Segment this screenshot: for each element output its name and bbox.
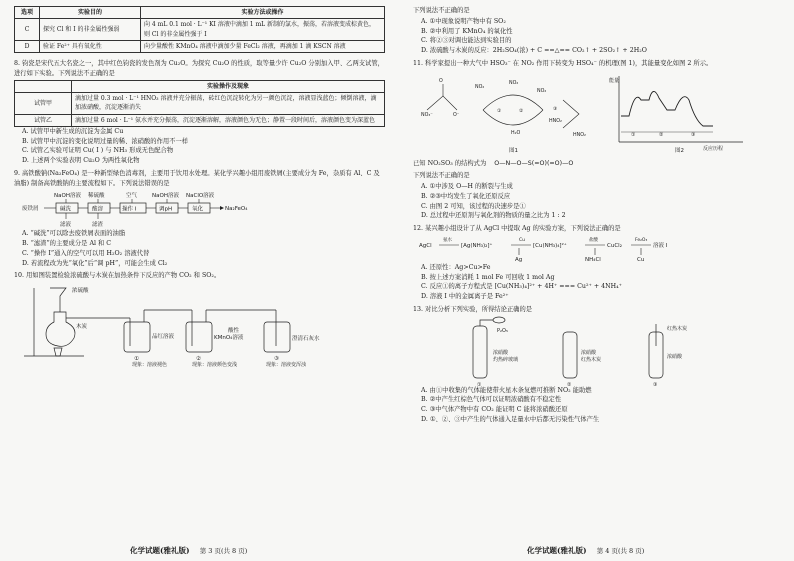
- tube-1-number: ①: [477, 381, 482, 386]
- option-b: B. 按上述方案消耗 1 mol Fe 可回收 1 mol Ag: [421, 273, 555, 281]
- fig2-step-2: ②: [659, 131, 664, 138]
- tube-2-label-line2: 红热木炭: [581, 356, 602, 363]
- question-10-sub-stem: 下列说法不正确的是: [413, 7, 470, 14]
- q10-apparatus-diagram: [14, 282, 384, 368]
- flow-solution-1: 溶液 I: [653, 242, 668, 249]
- structure-note: [413, 159, 782, 169]
- option-b: B. ②中产生红棕色气体可以证明浓硝酸有不稳定性: [421, 396, 562, 404]
- fig2-caption: 图2: [675, 147, 684, 154]
- tube-1-label-line1: 浓硝酸: [493, 349, 509, 356]
- svg-text:③: ③: [553, 106, 558, 112]
- option-c: C. 由图 2 可知，该过程的决速步是①: [421, 202, 526, 210]
- right-footer: [527, 545, 644, 557]
- q8-table: [14, 80, 385, 127]
- flow-ag-complex: [Ag(NH₃)₂]⁺: [461, 242, 493, 249]
- option-d: D. 若流程改为先“氧化”后“调 pH”，可能会生成 Cl₂: [22, 259, 168, 267]
- option-table: [14, 6, 385, 53]
- option-b: B. ②③中均发生了氧化还原反应: [421, 192, 511, 200]
- option-c: C. “操作 I”通入的空气可以用 H₂O₂ 溶液代替: [22, 249, 150, 257]
- table-cell: 试管甲: [15, 92, 72, 114]
- table-cell: 探究 Cl 和 I 的非金属性强弱: [40, 19, 141, 41]
- fig1-label-d: H₂O: [511, 130, 521, 136]
- flow-step5-top: NaClO溶液: [186, 193, 215, 200]
- fig1-label-a: NO₂: [475, 84, 485, 90]
- option-c: C. 试管乙实验可证明 Cu( Ⅰ ) 与 NH₃ 形成无色配合物: [22, 147, 174, 155]
- table-header-method: 实验方法或操作: [141, 7, 385, 19]
- table-cell: 试管乙: [15, 114, 72, 126]
- fig2-y-label: 能量: [609, 77, 620, 84]
- option-d: D. ①、②、③中产生的气体通入足量水中后都无污染性气体产生: [421, 415, 600, 423]
- q11-figures: [413, 70, 783, 156]
- flow-step2-bottom: 滤渣: [92, 222, 104, 229]
- svg-text:O: O: [439, 78, 443, 84]
- option-c: C. 将②③对调也能达到实验目的: [421, 37, 512, 45]
- tube-1-label-line2: 灼热碎玻璃: [493, 356, 519, 363]
- flow-step1-top: NaOH溶液: [54, 193, 81, 200]
- flow-step4-top: NaOH溶液: [152, 193, 179, 200]
- flow-ag-product: Ag: [515, 256, 523, 263]
- structure-formula: O—N—O—S(=O)(=O)—O: [494, 159, 574, 167]
- flow-step2-top: 稀硫酸: [88, 193, 105, 200]
- table-row: [15, 114, 385, 126]
- fig1-label-f: HNO₂: [573, 132, 586, 138]
- option-a: A. ①中涉及 O—H 的断裂与生成: [421, 183, 513, 190]
- option-a: A. 试管甲中新生成的沉淀为金属 Cu: [22, 127, 124, 135]
- tube-2-number: ②: [567, 381, 572, 386]
- table-cell: 向少量酸性 KMnO₄ 溶液中滴加少量 FeCl₂ 溶液，再滴加 1 滴 KSCN 溶液: [141, 40, 385, 52]
- flow-step1: 碱洗: [60, 206, 72, 213]
- svg-text:①: ①: [497, 108, 502, 114]
- table-cell: 向 4 mL 0.1 mol · L⁻¹ KI 溶液中滴加 1 mL 新制的氯水，振荡，若溶液变成棕黄色，则 Cl 的非金属性强于 I: [141, 19, 385, 41]
- table-cell: 滴加过量 0.3 mol · L⁻¹ HNO₃ 溶液并充分振荡，砖红色沉淀转化为另一颜色沉淀，溶液显浅蓝色；倾倒溶液，滴加浓硝酸，沉淀逐渐消失: [72, 92, 385, 114]
- table-row: [15, 19, 385, 41]
- svg-text:②: ②: [519, 108, 524, 114]
- option-c: C. ③中气体产物中有 CO₂ 能证明 C 能将浓硝酸还原: [421, 406, 568, 413]
- bottle-1-reagent: 品红溶液: [152, 334, 175, 341]
- observation-1-line1: 现象：溶液褪色: [132, 362, 168, 369]
- flow-hcl: 盐酸: [589, 237, 598, 243]
- question-9-stem: 9. 高铁酸钠(Na₂FeO₄) 是一种新型绿色消毒剂，主要用于饮用水处理。某化学兴趣小组用废铁屑(主要成分为 Fe，杂质有 Al、C 及油脂) 制备高铁酸钠的主要流程如下。下列说法错误的是: [14, 169, 380, 187]
- table-row: [15, 92, 385, 114]
- table-row: [15, 40, 385, 52]
- table-header-purpose: 实验目的: [40, 7, 141, 19]
- bottle-1-number: ①: [134, 356, 139, 363]
- option-a: A. 还原性：Ag>Cu>Fe: [421, 263, 491, 271]
- flow-step3-top: 空气: [126, 193, 138, 200]
- fig1-caption: 图1: [509, 147, 518, 154]
- svg-text:O⁻: O⁻: [453, 112, 460, 118]
- svg-text:NO₃⁻: NO₃⁻: [421, 112, 433, 118]
- footer-page: 第 3 页(共 8 页): [199, 547, 248, 556]
- bottle-2-reagent: KMnO₄溶液: [214, 335, 244, 342]
- option-b: B. 试管甲中沉淀的变化说明过量的稀、浓硝酸的作用不一样: [22, 137, 189, 145]
- flow-step3: 操作 I: [122, 206, 137, 213]
- tube-3-top-label: 红热木炭: [667, 325, 688, 332]
- conc-sulfuric-acid-label: 浓硫酸: [72, 288, 89, 295]
- flow-ammonia: 氨水: [443, 237, 452, 243]
- flow-agcl: AgCl: [419, 242, 432, 249]
- option-b: B. “滤渣”的主要成分是 Al 和 C: [22, 240, 112, 248]
- tube-3-number: ③: [653, 381, 658, 386]
- flow-start: 废铁屑: [22, 206, 39, 213]
- observation-2-line1: 现象：溶液颜色变浅: [192, 362, 238, 369]
- bottle-2-top-label: 酸性: [228, 328, 240, 335]
- table-cell: C: [15, 19, 40, 41]
- bottle-3-number: ③: [274, 356, 279, 363]
- q9-flow-diagram: [22, 189, 392, 229]
- table-header-option: 选项: [15, 7, 40, 19]
- p2o5-label: P₂O₅: [497, 327, 508, 334]
- option-a: A. 由①中收集的气体能使带火星木条复燃可推断 NO₂ 能助燃: [421, 386, 592, 394]
- fig1-label-b: NO₂: [509, 80, 519, 86]
- flow-cucl2: CuCl₂: [607, 242, 622, 249]
- table-cell: 验证 Fe²⁺ 具有氧化性: [40, 40, 141, 52]
- observation-3-line1: 现象：溶液变浑浊: [266, 362, 307, 369]
- option-a: A. ①中现象说明产物中有 SO₂: [421, 17, 506, 25]
- option-c: C. 反应①的离子方程式是 [Cu(NH₃)₄]²⁺ + 4H⁺ === Cu²⁺ + 4NH₄⁺: [421, 283, 622, 291]
- option-b: B. ②中利用了 KMnO₄ 的氧化性: [421, 27, 513, 35]
- question-11-stem: 11. 科学家提出一种大气中 HSO₃⁻ 在 NO₂ 作用下转变为 HSO₄⁻ 的机理(图 1)，其能量变化如图 2 所示。: [413, 59, 713, 67]
- flow-nh4cl-product: NH₄Cl: [585, 256, 601, 263]
- option-a: A. “碱洗”可以除去废铁屑表面的油脂: [22, 230, 126, 238]
- bottle-2-number: ②: [196, 356, 201, 363]
- flow-step5: 氧化: [192, 206, 204, 213]
- table-cell: 滴加过量 6 mol · L⁻¹ 氨水并充分振荡，沉淀逐渐溶解，溶液颜色为无色；静置一段时间后，溶液颜色变为深蓝色: [72, 114, 385, 126]
- question-13-stem: 13. 对比分析下列实验，所得结论正确的是: [413, 305, 533, 313]
- footer-title: 化学试题(雅礼版): [527, 546, 587, 556]
- table-cell: D: [15, 40, 40, 52]
- fig1-label-e: HNO₂: [549, 118, 562, 124]
- fig2-x-label: 反应历程: [703, 145, 724, 152]
- flow-fe-reagent: Fe₂O₃: [635, 237, 648, 243]
- footer-page: 第 4 页(共 8 页): [596, 547, 645, 556]
- footer-title: 化学试题(雅礼版): [130, 546, 190, 556]
- tube-2-label-line1: 浓硝酸: [581, 349, 597, 356]
- left-footer: [130, 545, 247, 557]
- structure-text: 已知 NO₂SO₃ 的结构式为: [413, 159, 487, 167]
- fig2-step-1: ①: [631, 131, 636, 138]
- option-d: D. 溶液 I 中的金属离子是 Fe²⁺: [421, 293, 509, 300]
- option-d: D. 浓硫酸与木炭的反应：2H₂SO₄(浓) + C ==△== CO₂↑ + 2SO₂↑ + 2H₂O: [421, 47, 647, 54]
- q12-flow-diagram: [419, 235, 789, 263]
- right-page: [397, 0, 794, 561]
- flow-step1-bottom: 滤液: [60, 222, 72, 229]
- q13-apparatus-diagram: [413, 316, 783, 386]
- option-d: D. 总过程中还原剂与氧化剂的物质的量之比为 1 : 2: [421, 212, 566, 220]
- flow-step2: 酸溶: [92, 206, 104, 213]
- question-11-sub-stem: 下列说法不正确的是: [413, 172, 470, 180]
- q8-table-header: 实验操作及现象: [72, 80, 385, 92]
- flow-cu-reagent: Cu: [519, 237, 525, 243]
- bottle-3-reagent: 澄清石灰水: [292, 336, 320, 343]
- question-8-stem: 8. 钧瓷是宋代五大名瓷之一，其中红色钧瓷的发色剂为 Cu₂O。为探究 Cu₂O 的性质，取等量少许 Cu₂O 分别加入甲、乙两支试管，进行如下实验。下列说法不正确的是: [14, 60, 384, 77]
- flow-end: Na₂FeO₄: [225, 206, 248, 213]
- option-d: D. 上述两个实验表明 Cu₂O 为两性氧化物: [22, 157, 140, 165]
- charcoal-label: 木炭: [76, 324, 88, 331]
- tube-3-label: 浓硝酸: [667, 353, 683, 360]
- question-10-stem: 10. 用如图装置检验浓硫酸与木炭在加热条件下反应的产物 CO₂ 和 SO₂。: [14, 272, 221, 280]
- fig1-label-c: NO₂: [537, 88, 547, 94]
- flow-cu-product: Cu: [637, 256, 645, 263]
- flow-step4: 调pH: [159, 206, 173, 213]
- question-12-stem: 12. 某兴趣小组设计了从 AgCl 中提取 Ag 的实验方案，下列说法正确的是: [413, 225, 621, 232]
- flow-cu-complex: [Cu(NH₃)₄]²⁺: [533, 242, 567, 249]
- fig2-step-3: ③: [691, 131, 696, 138]
